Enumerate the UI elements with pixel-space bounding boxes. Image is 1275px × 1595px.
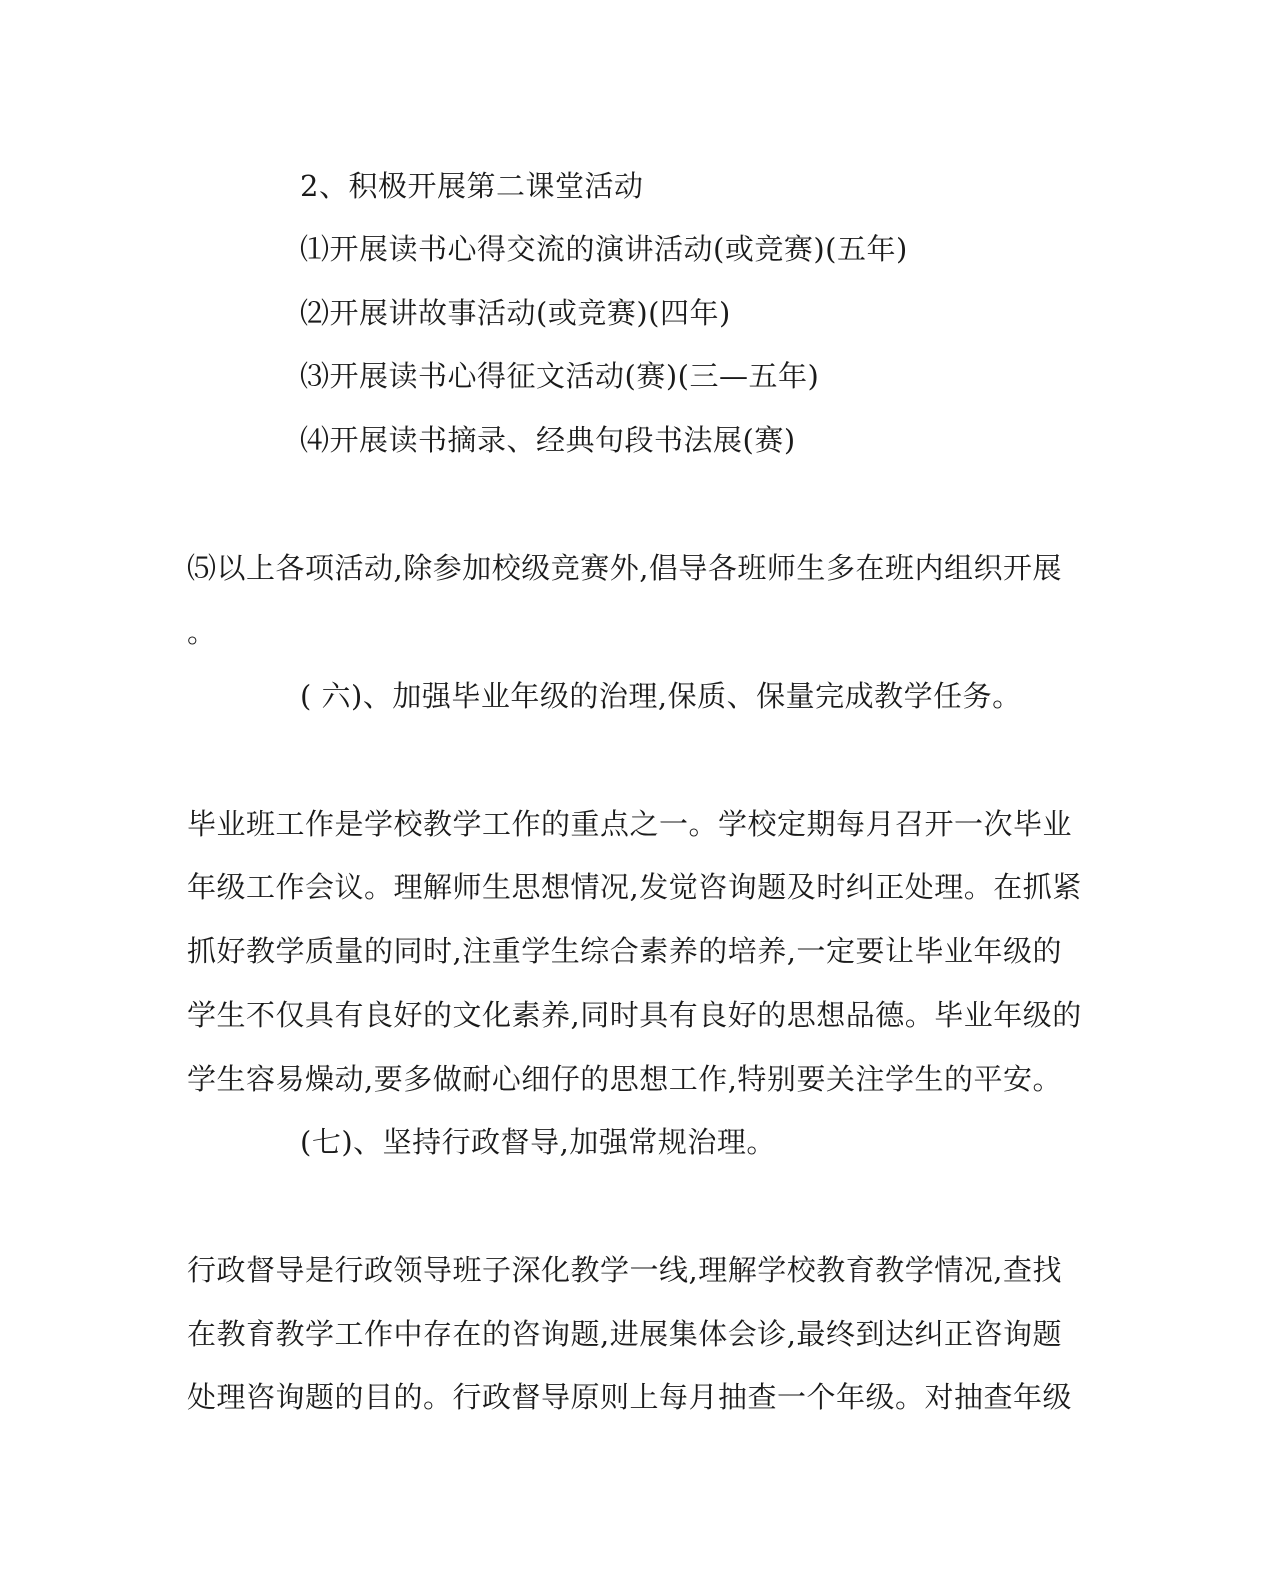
- section-heading-graduation-grade: ( 六)、加强毕业年级的治理,保质、保量完成教学任务。: [300, 679, 1022, 713]
- paragraph-line: 。: [187, 615, 217, 649]
- section-heading-administrative-supervision: (七)、坚持行政督导,加强常规治理。: [300, 1125, 776, 1159]
- list-item: ⑷开展读书摘录、经典句段书法展(赛): [300, 423, 796, 457]
- paragraph-line: 学生不仅具有良好的文化素养,同时具有良好的思想品德。毕业年级的: [187, 998, 1082, 1032]
- paragraph-line: 学生容易燥动,要多做耐心细仔的思想工作,特别要关注学生的平安。: [187, 1062, 1062, 1096]
- paragraph-line: 抓好教学质量的同时,注重学生综合素养的培养,一定要让毕业年级的: [187, 934, 1062, 968]
- list-item: ⑸以上各项活动,除参加校级竞赛外,倡导各班师生多在班内组织开展: [187, 551, 1062, 585]
- section-heading-second-classroom: 2、积极开展第二课堂活动: [300, 169, 644, 203]
- paragraph-line: 处理咨询题的目的。行政督导原则上每月抽查一个年级。对抽查年级: [187, 1380, 1073, 1414]
- list-item: ⑵开展讲故事活动(或竞赛)(四年): [300, 296, 731, 330]
- paragraph-line: 在教育教学工作中存在的咨询题,进展集体会诊,最终到达纠正咨询题: [187, 1317, 1062, 1351]
- list-item: ⑴开展读书心得交流的演讲活动(或竞赛)(五年): [300, 232, 908, 266]
- paragraph-line: 行政督导是行政领导班子深化教学一线,理解学校教育教学情况,查找: [187, 1253, 1062, 1287]
- list-item: ⑶开展读书心得征文活动(赛)(三—五年): [300, 359, 820, 393]
- paragraph-line: 年级工作会议。理解师生思想情况,发觉咨询题及时纠正处理。在抓紧: [187, 870, 1082, 904]
- paragraph-line: 毕业班工作是学校教学工作的重点之一。学校定期每月召开一次毕业: [187, 807, 1073, 841]
